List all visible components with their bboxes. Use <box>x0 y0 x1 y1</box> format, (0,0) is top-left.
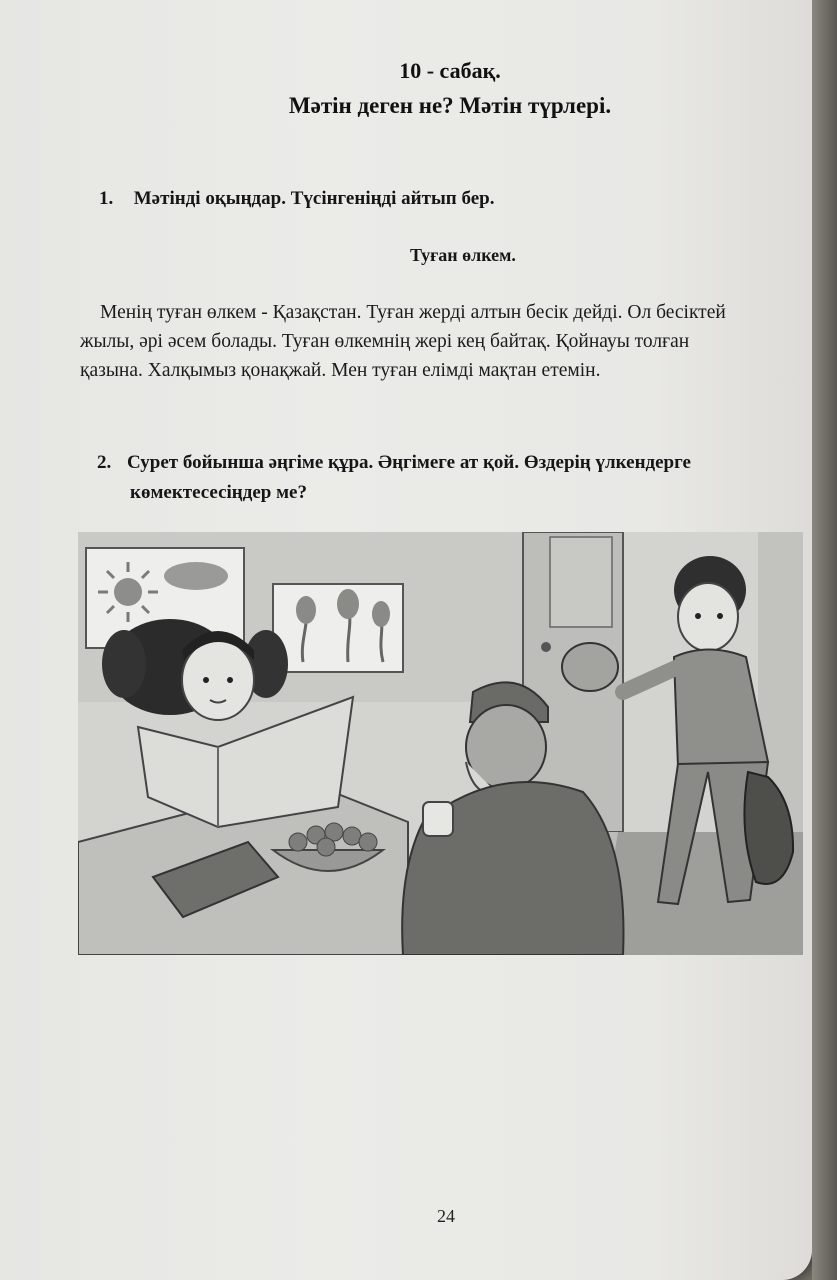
book-edge <box>812 0 837 1280</box>
task-1-instruction <box>99 188 495 210</box>
story-illustration <box>78 532 803 955</box>
text-paragraph <box>80 298 800 385</box>
illustration-drawing <box>78 532 803 955</box>
task-1-number: 1. <box>99 188 114 209</box>
task-2-text-line-1: Сурет бойынша әңгіме құра. Әңгімеге ат қой. Өздерің үлкендерге <box>127 452 691 473</box>
paragraph-line: жылы, әрі әсем болады. Туған өлкемнің жері кең байтақ. Қойнауы толған <box>80 331 690 352</box>
paragraph-line: Менің туған өлкем - Қазақстан. Туған жерді алтын бесік дейді. Ол бесіктей <box>100 302 726 323</box>
lesson-number: 10 - сабақ. <box>399 58 501 83</box>
lesson-topic: Мәтін деген не? Мәтін түрлері. <box>288 93 612 118</box>
task-1-text: Мәтінді оқыңдар. Түсінгеніңді айтып бер. <box>133 188 495 209</box>
paragraph-line: қазына. Халқымыз қонақжай. Мен туған елімді мақтан етемін. <box>80 360 601 381</box>
page-number: 24 <box>437 1206 455 1226</box>
task-2-text-line-2: көмектесесіңдер ме? <box>130 482 307 503</box>
task-2-number: 2. <box>97 452 112 473</box>
task-2-instruction <box>97 448 797 508</box>
flower-picture <box>273 584 403 672</box>
text-title: Туған өлкем. <box>410 245 516 265</box>
